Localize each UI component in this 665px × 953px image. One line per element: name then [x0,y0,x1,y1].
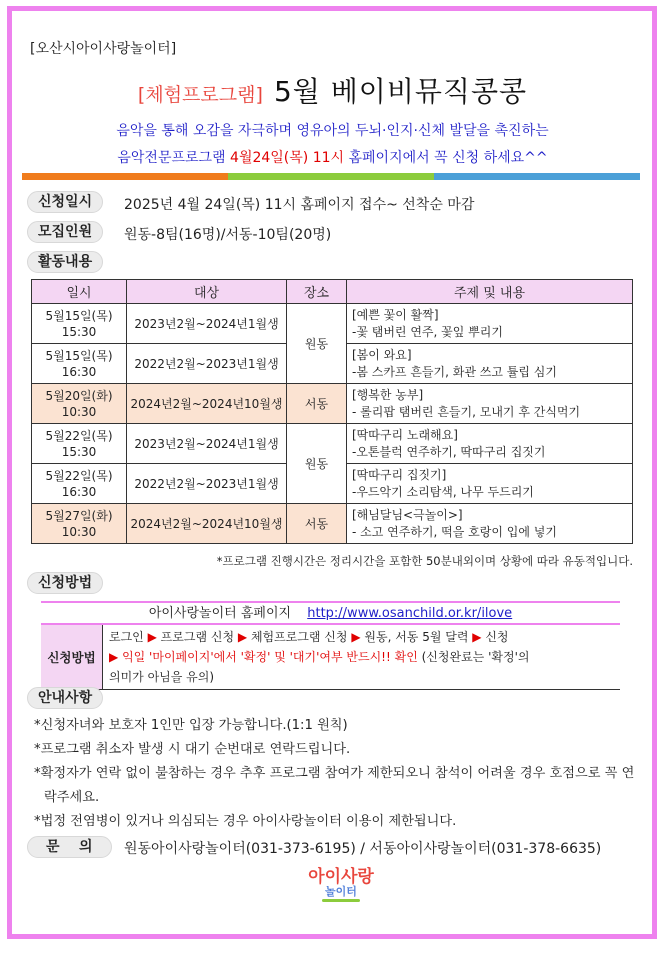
cell-place: 서동 [287,384,347,424]
cell-target: 2024년2월~2024년10월생 [127,384,287,424]
subtitle-line2: 음악전문프로그램 4월24일(목) 11시 홈페이지에서 꼭 신청 하세요^^ [117,150,548,166]
cell-content: [딱따구리 노래해요] -오톤블럭 연주하기, 딱따구리 집짓기 [347,424,633,464]
cell-datetime: 5월22일(목) 16:30 [32,464,127,504]
apply-site-row [41,603,620,625]
col-header-target: 대상 [127,280,287,304]
col-header-place: 장소 [287,280,347,304]
table-row [32,504,633,544]
cell-datetime: 5월27일(화) 10:30 [32,504,127,544]
apply-date-value: 2025년 4월 24일(목) 11시 홈페이지 접수~ 선착순 마감 [124,197,475,213]
cell-place: 서동 [287,504,347,544]
schedule-table [31,279,633,544]
col-header-content: 주제 및 내용 [347,280,633,304]
cell-content: [봄이 와요] -봄 스카프 흔들기, 화관 쓰고 튤립 심기 [347,344,633,384]
guide-label: 안내사항 [27,687,103,709]
logo-text-top: 아이사랑 [308,867,374,887]
color-bar-blue [434,173,640,180]
apply-steps-row [41,625,620,689]
col-header-date: 일시 [32,280,127,304]
subtitle-line1: 음악을 통해 오감을 자극하며 영유아의 두뇌·인지·신체 발달을 촉진하는 [116,123,549,139]
arrow-icon: ▶ [472,630,482,644]
arrow-icon: ▶ [351,630,361,644]
apply-row-label: 신청방법 [41,625,103,689]
table-row [32,304,633,344]
cell-target: 2023년2월~2024년1월생 [127,304,287,344]
org-name: [오산시아이사랑놀이터] [30,41,177,57]
cell-target: 2023년2월~2024년1월생 [127,424,287,464]
logo-text-bottom: 놀이터 [325,885,357,898]
recruit-label: 모집인원 [27,221,103,243]
cell-datetime: 5월15일(목) 15:30 [32,304,127,344]
cell-datetime: 5월20일(화) 10:30 [32,384,127,424]
site-label: 아이사랑놀이터 홈페이지 [148,606,292,621]
how-to-label: 신청방법 [27,572,103,594]
arrow-icon: ▶ [147,630,157,644]
apply-steps: 로그인 ▶ 프로그램 신청 ▶ 체험프로그램 신청 ▶ 원동, 서동 5월 달력 ▶ 신청 ▶ 익일 '마이페이지'에서 '확정' 및 '대기'여부 반드시!! 확인 (신청완료는 '확정'의 의미가 아님을 유의) [109,630,530,684]
cell-target: 2024년2월~2024년10월생 [127,504,287,544]
title-main: 5월 베이비뮤직콩콩 [273,75,528,108]
title-prefix: [체험프로그램] [137,84,263,106]
list-item: *법정 전염병이 있거나 의심되는 경우 아이사랑놀이터 이용이 제한됩니다. [34,814,457,829]
apply-warning: 익일 '마이페이지'에서 '확정' 및 '대기'여부 반드시!! 확인 [122,650,418,664]
apply-date-label: 신청일시 [27,191,103,213]
cell-target: 2022년2월~2023년1월생 [127,344,287,384]
cell-content: [딱따구리 집짓기] -우드악기 소리탐색, 나무 두드리기 [347,464,633,504]
list-item: *확정자가 연락 없이 불참하는 경우 추후 프로그램 참여가 제한되오니 참석이 어려울 경우 호점으로 꼭 연락주세요. [34,766,635,805]
list-item: *신청자녀와 보호자 1인만 입장 가능합니다.(1:1 원칙) [34,718,348,733]
cell-datetime: 5월15일(목) 16:30 [32,344,127,384]
contact-value: 원동아이사랑놀이터(031-373-6195) / 서동아이사랑놀이터(031-378-6635) [124,841,602,857]
cell-place: 원동 [287,304,347,384]
logo-underline [322,899,360,902]
arrow-icon: ▶ [109,650,119,664]
list-item: *프로그램 취소자 발생 시 대기 순번대로 연락드립니다. [34,742,351,757]
cell-content: [예쁜 꽃이 활짝] -꽃 탬버린 연주, 꽃잎 뿌리기 [347,304,633,344]
cell-content: [해님달님<극놀이>] - 소고 연주하기, 떡을 호랑이 입에 넣기 [347,504,633,544]
color-bar-orange [22,173,228,180]
table-header-row [32,280,633,304]
apply-highlight: 4월24일(목) 11시 [230,150,345,166]
schedule-note: *프로그램 진행시간은 정리시간을 포함한 50분내외이며 상황에 따라 유동적입니다. [216,554,633,568]
cell-datetime: 5월22일(목) 15:30 [32,424,127,464]
cell-target: 2022년2월~2023년1월생 [127,464,287,504]
recruit-value: 원동-8팀(16명)/서동-10팀(20명) [124,227,332,243]
apply-box [41,601,620,690]
logo [296,862,386,906]
activity-label: 활동내용 [27,251,103,273]
contact-label: 문 의 [27,836,112,858]
page-title [0,70,665,110]
guide-list [34,714,644,834]
color-bar [22,173,640,180]
arrow-icon: ▶ [237,630,248,644]
color-bar-green [228,173,434,180]
cell-content: [행복한 농부] - 롤리팝 탬버린 흔들기, 모내기 후 간식먹기 [347,384,633,424]
cell-place: 원동 [287,424,347,504]
table-row [32,424,633,464]
site-link[interactable]: http://www.osanchild.or.kr/ilove [307,606,513,621]
table-row [32,384,633,424]
